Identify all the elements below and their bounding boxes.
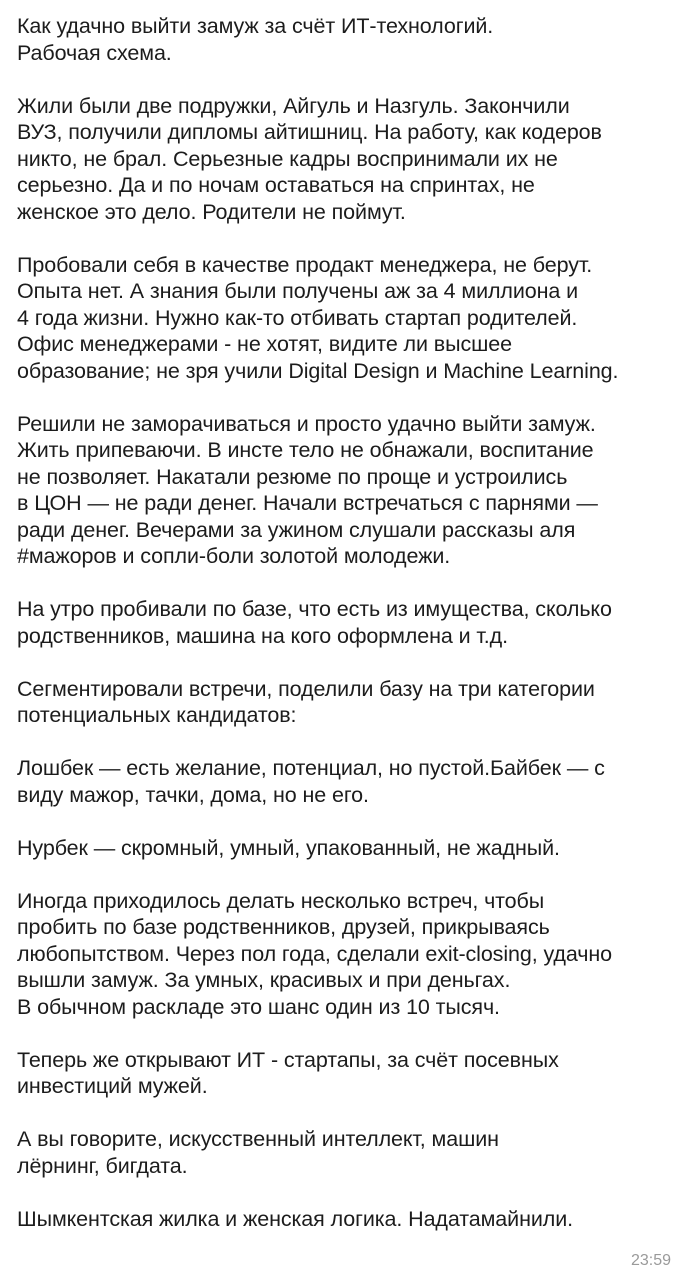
message-timestamp: 23:59 xyxy=(630,1252,671,1269)
message-line: женское это дело. Родители не поймут. xyxy=(17,199,406,224)
message-line: Шымкентская жилка и женская логика. Надатамайнили. xyxy=(17,1206,573,1231)
message-line: пробить по базе родственников, друзей, прикрываясь xyxy=(17,915,550,939)
message-paragraph xyxy=(17,13,667,66)
message-line: лёрнинг, бигдата. xyxy=(17,1153,188,1178)
message-line: инвестиций мужей. xyxy=(17,1074,208,1098)
message-paragraph xyxy=(17,1206,667,1233)
message-line: родственников, машина на кого оформлена и т.д. xyxy=(17,623,508,648)
message-text xyxy=(17,13,667,1232)
message-line: Рабочая схема. xyxy=(17,40,172,65)
message-line: #мажоров и сопли-боли золотой молодежи. xyxy=(17,544,451,568)
message-line: вышли замуж. За умных, красивых и при деньгах. xyxy=(17,968,511,992)
message-line: ВУЗ, получили дипломы айтишниц. На работу, как кодеров xyxy=(17,120,602,144)
message-paragraph xyxy=(17,411,667,570)
message-paragraph xyxy=(17,596,667,649)
message-paragraph xyxy=(17,252,667,385)
message-line: любопытством. Через пол года, сделали exit-closing, удачно xyxy=(17,941,612,966)
message-paragraph xyxy=(17,1126,667,1179)
message-line: ради денег. Вечерами за ужином слушали рассказы аля xyxy=(17,517,576,542)
message-line: Сегментировали встречи, поделили базу на три категории xyxy=(17,676,595,701)
message-paragraph xyxy=(17,1047,667,1100)
message-line: Решили не заморачиваться и просто удачно выйти замуж. xyxy=(17,411,596,436)
message-paragraph xyxy=(17,888,667,1021)
message-line: Нурбек — скромный, умный, упакованный, не жадный. xyxy=(17,835,560,860)
message-line: Как удачно выйти замуж за счёт ИТ-технологий. xyxy=(17,14,494,38)
message-line: Иногда приходилось делать несколько встреч, чтобы xyxy=(17,888,545,913)
message-paragraph xyxy=(17,93,667,226)
message-line: В обычном раскладе это шанс один из 10 тысяч. xyxy=(17,994,500,1019)
message-line: не позволяет. Накатали резюме по проще и устроились xyxy=(17,464,568,489)
message-line: Лошбек — есть желание, потенциал, но пустой.Байбек — с xyxy=(17,756,605,780)
message-line: Жили были две подружки, Айгуль и Назгуль. Закончили xyxy=(17,93,570,118)
message-line: никто, не брал. Серьезные кадры воспринимали их не xyxy=(17,146,558,171)
message-line: Пробовали себя в качестве продакт менеджера, не берут. xyxy=(17,252,593,277)
message-line: А вы говорите, искусственный интеллект, машин xyxy=(17,1127,499,1151)
message-line: потенциальных кандидатов: xyxy=(17,703,297,727)
message-paragraph xyxy=(17,835,667,862)
message-paragraph xyxy=(17,676,667,729)
message-line: Опыта нет. А знания были получены аж за 4 миллиона и xyxy=(17,279,579,303)
message-line: На утро пробивали по базе, что есть из имущества, сколько xyxy=(17,597,612,621)
message-line: серьезно. Да и по ночам оставаться на спринтах, не xyxy=(17,173,535,197)
message-line: Теперь же открывают ИТ - стартапы, за счёт посевных xyxy=(17,1047,559,1072)
message-line: Офис менеджерами - не хотят, видите ли высшее xyxy=(17,332,512,356)
message-line: 4 года жизни. Нужно как-то отбивать стартап родителей. xyxy=(17,305,578,330)
message-line: виду мажор, тачки, дома, но не его. xyxy=(17,782,369,807)
message-line: образование; не зря учили Digital Design и Machine Learning. xyxy=(17,358,619,383)
message-line: Жить припеваючи. В инсте тело не обнажали, воспитание xyxy=(17,438,594,462)
message-line: в ЦОН — не ради денег. Начали встречаться с парнями — xyxy=(17,491,598,515)
message-paragraph xyxy=(17,755,667,808)
